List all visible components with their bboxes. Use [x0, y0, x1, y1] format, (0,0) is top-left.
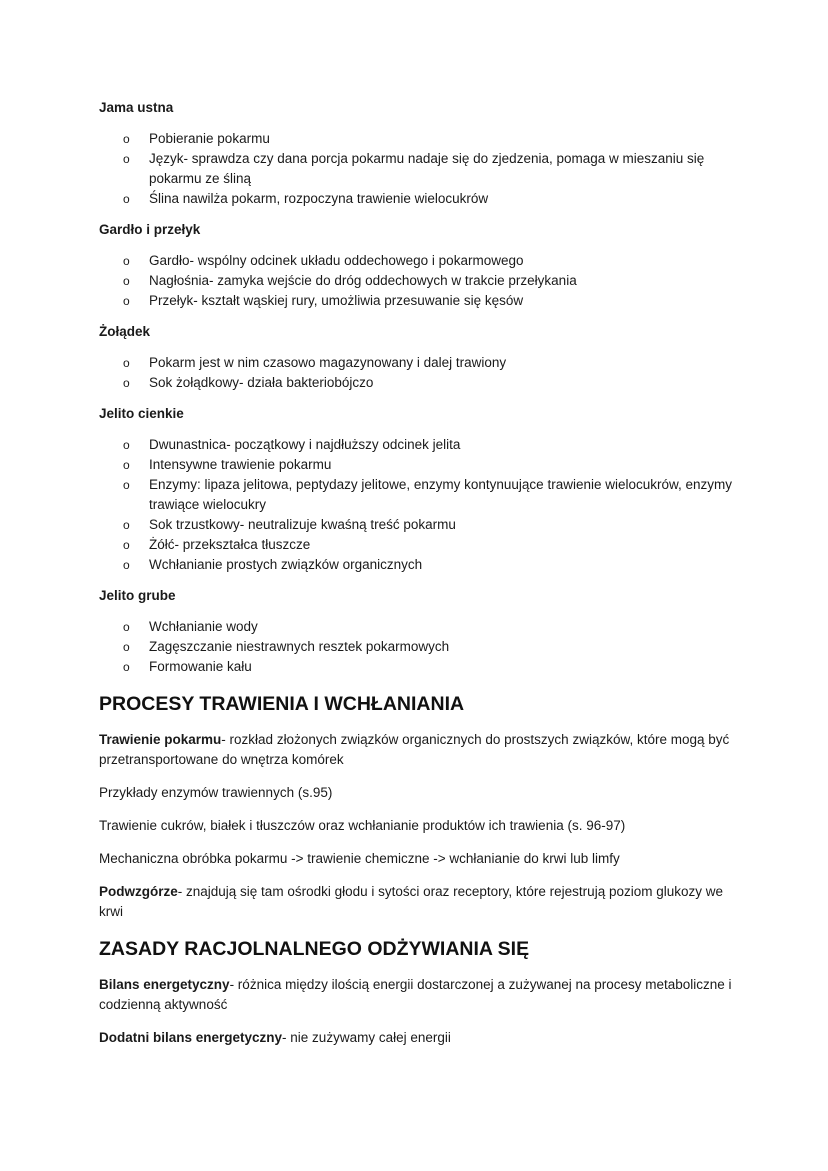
list-item — [99, 555, 748, 575]
list-item-text: Wchłanianie prostych związków organicznych — [149, 557, 423, 572]
paragraph-text: - nie zużywamy całej energii — [282, 1030, 451, 1045]
bullet-list — [99, 353, 748, 393]
paragraph-obrobka: Mechaniczna obróbka pokarmu -> trawienie chemiczne -> wchłanianie do krwi lub limfy — [99, 851, 620, 866]
section-jelito-grube — [99, 586, 748, 677]
bullet-list — [99, 435, 748, 575]
section-title: Gardło i przełyk — [99, 222, 201, 237]
section-title: Jelito grube — [99, 588, 176, 603]
list-item — [99, 455, 748, 475]
section-jelito-cienkie — [99, 404, 748, 575]
heading-procesy-trawienia: PROCESY TRAWIENIA I WCHŁANIANIA — [99, 693, 465, 715]
list-item — [99, 617, 748, 637]
list-item — [99, 373, 748, 393]
list-item-text: Nagłośnia- zamyka wejście do dróg oddechowych w trakcie przełykania — [149, 273, 577, 288]
bullet-icon: o — [123, 192, 130, 206]
bullet-list — [99, 251, 748, 311]
list-item-text: Wchłanianie wody — [149, 619, 258, 634]
bullet-icon: o — [123, 438, 130, 452]
paragraph-text: - różnica między ilością energii dostarczonej a zużywanej na procesy metaboliczne i codzienną aktywność — [99, 977, 732, 1012]
paragraph-text: - rozkład złożonych związków organicznych do prostszych związków, które mogą być przetransportowane do wnętrza komórek — [99, 732, 730, 767]
list-item — [99, 251, 748, 271]
paragraph-trawienie-cukrow: Trawienie cukrów, białek i tłuszczów oraz wchłanianie produktów ich trawienia (s. 96-97) — [99, 818, 626, 833]
list-item — [99, 435, 748, 455]
list-item-text: Ślina nawilża pokarm, rozpoczyna trawienie wielocukrów — [149, 191, 489, 206]
bullet-icon: o — [123, 458, 130, 472]
bullet-icon: o — [123, 152, 130, 166]
paragraph-bilans — [99, 975, 748, 1015]
bullet-icon: o — [123, 254, 130, 268]
bullet-icon: o — [123, 132, 130, 146]
list-item — [99, 149, 748, 189]
term-bold: Podwzgórze — [99, 884, 178, 899]
list-item-text: Formowanie kału — [149, 659, 252, 674]
bullet-icon: o — [123, 294, 130, 308]
list-item — [99, 637, 748, 657]
list-item-text: Intensywne trawienie pokarmu — [149, 457, 332, 472]
list-item — [99, 515, 748, 535]
list-item — [99, 535, 748, 555]
list-item — [99, 657, 748, 677]
term-bold: Trawienie pokarmu — [99, 732, 222, 747]
section-title: Jama ustna — [99, 100, 174, 115]
list-item-text: Dwunastnica- początkowy i najdłuższy odcinek jelita — [149, 437, 461, 452]
bullet-icon: o — [123, 356, 130, 370]
list-item-text: Gardło- wspólny odcinek układu oddechowego i pokarmowego — [149, 253, 524, 268]
section-jama-ustna — [99, 98, 748, 209]
bullet-list — [99, 617, 748, 677]
list-item-text: Przełyk- kształt wąskiej rury, umożliwia przesuwanie się kęsów — [149, 293, 524, 308]
term-bold: Bilans energetyczny — [99, 977, 230, 992]
list-item — [99, 189, 748, 209]
list-item-text: Sok trzustkowy- neutralizuje kwaśną treść pokarmu — [149, 517, 456, 532]
bullet-icon: o — [123, 478, 130, 492]
list-item — [99, 291, 748, 311]
section-title: Żołądek — [99, 324, 151, 339]
list-item-text: Pokarm jest w nim czasowo magazynowany i dalej trawiony — [149, 355, 507, 370]
paragraph-trawienie-pokarmu — [99, 730, 748, 770]
list-item-text: Żółć- przekształca tłuszcze — [149, 537, 311, 552]
section-title: Jelito cienkie — [99, 406, 184, 421]
bullet-icon: o — [123, 640, 130, 654]
bullet-icon: o — [123, 518, 130, 532]
term-bold: Dodatni bilans energetyczny — [99, 1030, 283, 1045]
bullet-icon: o — [123, 274, 130, 288]
section-gardlo-i-przelyk — [99, 220, 748, 311]
list-item-text: Pobieranie pokarmu — [149, 131, 270, 146]
list-item — [99, 475, 748, 515]
bullet-icon: o — [123, 538, 130, 552]
paragraph-text: - znajdują się tam ośrodki głodu i sytości oraz receptory, które rejestrują poziom glukozy we krwi — [99, 884, 723, 919]
list-item-text: Sok żołądkowy- działa bakteriobójczo — [149, 375, 374, 390]
bullet-list — [99, 129, 748, 209]
bullet-icon: o — [123, 620, 130, 634]
list-item — [99, 353, 748, 373]
list-item-text: Enzymy: lipaza jelitowa, peptydazy jelitowe, enzymy kontynuujące trawienie wielocukrów, enzymy trawiące wielocukry — [149, 477, 733, 512]
list-item-text: Język- sprawdza czy dana porcja pokarmu nadaje się do zjedzenia, pomaga w mieszaniu się pokarmu ze śliną — [149, 151, 705, 186]
paragraph-dodatni-bilans — [99, 1028, 748, 1048]
heading-zasady-odzywiania: ZASADY RACJOLNALNEGO ODŻYWIANIA SIĘ — [99, 938, 530, 960]
section-zoladek — [99, 322, 748, 393]
list-item-text: Zagęszczanie niestrawnych resztek pokarmowych — [149, 639, 450, 654]
paragraph-podwzgorze — [99, 882, 748, 922]
bullet-icon: o — [123, 660, 130, 674]
list-item — [99, 271, 748, 291]
bullet-icon: o — [123, 376, 130, 390]
bullet-icon: o — [123, 558, 130, 572]
paragraph-enzymy: Przykłady enzymów trawiennych (s.95) — [99, 785, 333, 800]
list-item — [99, 129, 748, 149]
